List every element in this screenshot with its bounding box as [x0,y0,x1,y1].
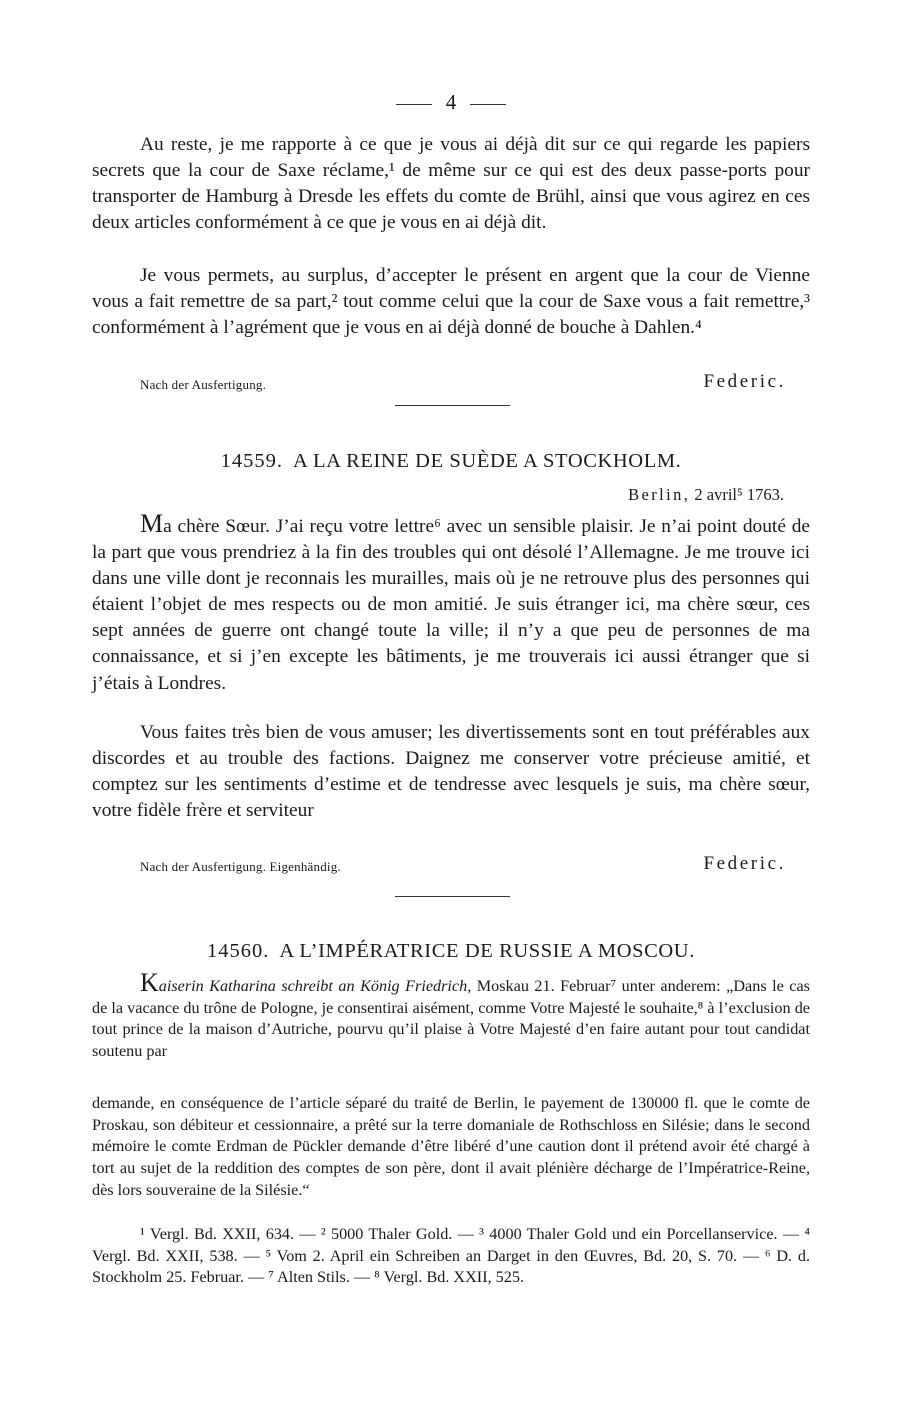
intro-italic: aiserin Katharina schreibt an König Friedrich [158,977,468,995]
dateline [628,485,784,505]
continuation-note: demande, en conséquence de l’article séparé du traité de Berlin, le payement de 130000 fl. que le comte de Proskau, son débiteur et cessionnaire, a prêté sur la terre domaniale de Rothschloss en Silésie; dans le second mémoire le comte Erdman de Pückler demande d’être libéré d’une caution dont il prétend avoir été chargé à tort au sujet de la reddition des comptes de son père, dont il avait plénière décharge de l’Impératrice-Reine, dès lors souveraine de la Silésie.“ [92,1094,810,1199]
footnotes: ¹ Vergl. Bd. XXII, 634. — ² 5000 Thaler Gold. — ³ 4000 Thaler Gold und ein Porcellanservice. — ⁴ Vergl. Bd. XXII, 538. — ⁵ Vom 2. April ein Schreiben an Darget in den Œuvres, Bd. 20, S. 70. — ⁶ D. d. Stockholm 25. Februar. — ⁷ Alten Stils. — ⁸ Vergl. Bd. XXII, 525. [92,1225,810,1287]
paragraph-ma-chere-soeur [92,511,810,697]
letter-number: 14560. [207,940,270,962]
drop-cap: M [140,509,164,538]
paragraph-je-vous-permets: Je vous permets, au surplus, d’accepter le présent en argent que la cour de Vienne vous a fait remettre de sa part,² tout comme celui que la cour de Saxe vous a fait remettre,³ conformément à l’agrément que je vous en ai déjà donné de bouche à Dahlen.⁴ [92,265,810,339]
letter-heading-14559 [92,450,810,473]
drop-cap: K [140,968,159,997]
section-divider [395,896,510,897]
date: 2 avril⁵ 1763. [694,485,784,504]
paragraph-text: a chère Sœur. J’ai reçu votre lettre⁶ avec un sensible plaisir. Je n’ai point douté de la part que vous prendriez à la fin des troubles qui ont désolé l’Allemagne. Je me trouve ici dans une ville dont je reconnais les murailles, mais où je ne retrouve plus des personnes qui étaient l’objet de mes respects ou de mon amitié. Je suis étranger ici, ma chère sœur, ces sept années de guerre ont changé toute la ville; il n’y a que peu de personnes de ma connaissance, et si j’en excepte les bâtiments, je me trouverais ici aussi étranger que si j’étais à Londres. [92,516,810,694]
letter-title: A LA REINE DE SUÈDE A STOCKHOLM. [292,450,682,472]
left-dash [396,104,432,105]
page-number: 4 [445,90,457,114]
source-note: Nach der Ausfertigung. [140,377,267,392]
paragraph-au-reste: Au reste, je me rapporte à ce que je vous ai déjà dit sur ce qui regarde les papiers secrets que la cour de Saxe réclame,¹ de même sur ce qui est des deux passe-ports pour transporter de Hamburg à Dresde les effets du comte de Brühl, ainsi que vous agirez en ces deux articles conformément à ce que je vous en ai déjà dit. [92,134,810,234]
right-dash [470,104,506,105]
intro-rest: , Moskau 21. Februar⁷ unter anderem: „Dans le cas de la vacance du trône de Pologne, je consentirai aisément, comme Votre Majesté le souhaite,⁸ à l’exclusion de tout prince de la maison d’Autriche, pourvu qu’il plaise à Votre Majesté d’en faire autant pour tout candidat soutenu par [92,977,810,1061]
page-number-header [92,90,810,115]
letter-number: 14559. [220,450,283,472]
paragraph-vous-faites: Vous faites très bien de vous amuser; les divertissements sont en tout préférables aux discordes et au trouble des factions. Daignez me conserver votre précieuse amitié, et comptez sur les sentiments d’estime et de tendresse avec lesquels je suis, ma chère sœur, votre fidèle frère et serviteur [92,722,810,822]
letter-heading-14560 [92,940,810,963]
date-place: Berlin, [628,485,691,504]
signature: Federic. [703,853,786,874]
section-divider [395,405,510,406]
signature-row-14558 [92,367,810,393]
paragraph-kaiserin-katharina [92,968,810,1063]
letter-title: A L’IMPÉRATRICE DE RUSSIE A MOSCOU. [279,940,695,962]
signature: Federic. [703,371,786,392]
signature-row-14559 [92,849,810,875]
source-note: Nach der Ausfertigung. Eigenhändig. [140,859,341,874]
